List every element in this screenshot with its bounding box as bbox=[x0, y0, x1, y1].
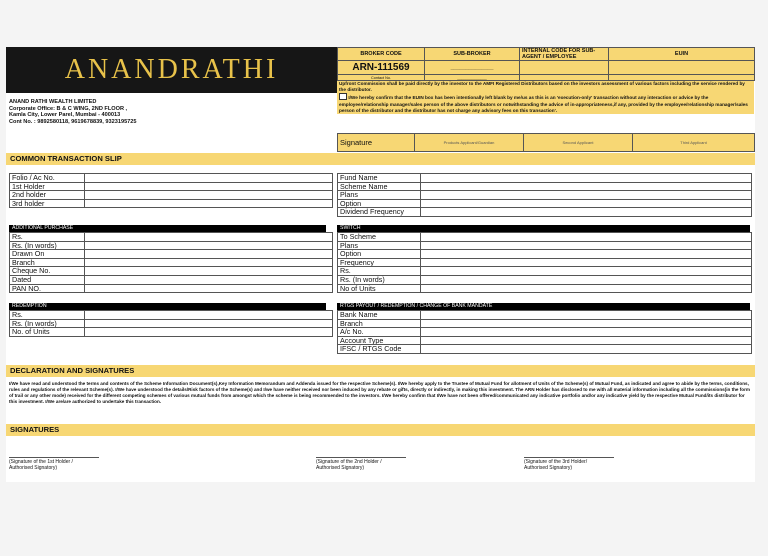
field-label: Dividend Frequency bbox=[338, 208, 421, 217]
cheque-no-input[interactable] bbox=[85, 267, 333, 276]
field-label: 2nd holder bbox=[10, 191, 85, 200]
third-holder-input[interactable] bbox=[85, 199, 333, 208]
field-label: Option bbox=[338, 250, 421, 259]
switch-option-input[interactable] bbox=[421, 250, 752, 259]
signature-caption: (Signature of the 1st Holder / bbox=[9, 459, 73, 465]
amount-words-input[interactable] bbox=[85, 241, 333, 250]
fund-name-input[interactable] bbox=[421, 174, 752, 183]
redemption-table bbox=[9, 310, 333, 337]
switch-table bbox=[337, 232, 752, 293]
internal-code-field[interactable] bbox=[520, 61, 609, 75]
branch-input[interactable] bbox=[85, 258, 333, 267]
signature-second-holder[interactable] bbox=[316, 457, 406, 471]
dividend-frequency-input[interactable] bbox=[421, 208, 752, 217]
signature-caption: Authorised Signatory) bbox=[9, 465, 58, 471]
switch-amount-words-input[interactable] bbox=[421, 275, 752, 284]
contact-field[interactable]: ______________ bbox=[425, 75, 520, 81]
scheme-name-input[interactable] bbox=[421, 182, 752, 191]
field-label: No. of Units bbox=[10, 328, 85, 337]
field-label: 1st Holder bbox=[10, 182, 85, 191]
dated-input[interactable] bbox=[85, 275, 333, 284]
pan-input[interactable] bbox=[85, 284, 333, 293]
euin-checkbox[interactable] bbox=[339, 93, 347, 100]
signature-caption: (Signature of the 2nd Holder / bbox=[316, 459, 382, 465]
field-label: Frequency bbox=[338, 258, 421, 267]
signature-third-applicant[interactable]: Third Applicant bbox=[633, 134, 755, 152]
section-switch: SWITCH bbox=[337, 225, 750, 232]
account-no-input[interactable] bbox=[421, 328, 752, 337]
signature-caption: Authorised Signatory) bbox=[316, 465, 365, 471]
field-label: Drawn On bbox=[10, 250, 85, 259]
bank-branch-input[interactable] bbox=[421, 319, 752, 328]
field-label: PAN NO. bbox=[10, 284, 85, 293]
header-broker-code: BROKER CODE bbox=[338, 48, 425, 61]
field-label: IFSC / RTGS Code bbox=[338, 345, 421, 354]
folio-input[interactable] bbox=[85, 174, 333, 183]
field-label: No of Units bbox=[338, 284, 421, 293]
option-input[interactable] bbox=[421, 199, 752, 208]
to-scheme-input[interactable] bbox=[421, 233, 752, 242]
field-label: To Scheme bbox=[338, 233, 421, 242]
header-internal-code: INTERNAL CODE FOR SUB-AGENT / EMPLOYEE bbox=[520, 48, 609, 61]
address-line: Kamla City, Lower Parel, Mumbai - 400013 bbox=[9, 112, 121, 119]
bank-name-input[interactable] bbox=[421, 311, 752, 320]
signature-label: Signature bbox=[338, 134, 415, 152]
field-label: Branch bbox=[338, 319, 421, 328]
first-holder-input[interactable] bbox=[85, 182, 333, 191]
switch-amount-input[interactable] bbox=[421, 267, 752, 276]
signature-caption: (Signature of the 3rd Holder/ bbox=[524, 459, 588, 465]
declaration-text: I/We have read and understood the terms and contents of the Scheme Information Document(s),Key Information Memorandum and Addenda issued for the respective Scheme(s). I/We hereby apply to the Trustee of Mutual Fund for allotment of Units of the Scheme(s) of Mutual Fund, as indicated and agree to abide by the terms, conditions, rules and regulations of the relevant Scheme(s). I/We have understood the details/Risk factors of the Scheme(s) and I/we have neither received nor been induced by any rebate or gifts, directly or indirectly, in making this investment. The ARN Holder has disclosed to me with all material information including all the commissions(in the form of trail or any other mode) received for the different competing schemes of various mutual funds from amongst which the scheme is being recommended to the investors. I/We hereby confirm that I/We have not been offered/communicated any indicative portfolio and/or any indicative yield by the respective Mutual Fund/its distributor for this investment. I/We are/are authorized to undertake this transaction. bbox=[9, 381, 750, 405]
signature-second-applicant[interactable]: Second Applicant bbox=[524, 134, 633, 152]
field-label: Option bbox=[338, 199, 421, 208]
commission-notice bbox=[337, 81, 754, 114]
account-type-input[interactable] bbox=[421, 336, 752, 345]
broker-signature-row bbox=[337, 133, 755, 152]
arn-code[interactable]: ARN-111569 bbox=[338, 61, 425, 75]
transaction-slip bbox=[6, 47, 755, 482]
redemption-words-input[interactable] bbox=[85, 319, 333, 328]
field-label: Bank Name bbox=[338, 311, 421, 320]
second-holder-input[interactable] bbox=[85, 191, 333, 200]
logo-text: ANANDRATHI bbox=[64, 54, 279, 85]
field-label: Dated bbox=[10, 275, 85, 284]
upfront-note: Upfront Commission shall be paid directly by the investor to the AMFI Registered Distributors based on the investors assessment of various factors including the service rendered by the distributor. bbox=[339, 81, 745, 93]
plans-input[interactable] bbox=[421, 191, 752, 200]
sub-broker-field[interactable]: ______________ bbox=[425, 61, 520, 75]
additional-purchase-table bbox=[9, 232, 333, 293]
field-label: Rs. (In words) bbox=[10, 241, 85, 250]
rtgs-table bbox=[337, 310, 752, 354]
address-line: Cont No. : 9892580118, 9619678839, 9323195725 bbox=[9, 118, 137, 125]
euin-declaration: I/We hereby confirm that the EUIN box has been intentionally left blank by me/us as this is an 'execution-only' transaction without any interaction or advice by the employee/relationship manager/sales person of the above distributors or notwithstanding the advice of in-appropriateness,if any, provided by the employee/relationship manager/sales person of the distributor and the distributor has not charge any advisory fees on this transaction'. bbox=[339, 95, 748, 113]
field-label: Rs. bbox=[10, 233, 85, 242]
frequency-input[interactable] bbox=[421, 258, 752, 267]
section-additional-purchase: ADDITIONAL PURCHASE bbox=[9, 225, 326, 232]
section-redemption: REDEMPTION bbox=[9, 303, 326, 310]
holders-table bbox=[9, 173, 333, 208]
redemption-units-input[interactable] bbox=[85, 328, 333, 337]
section-common-transaction: COMMON TRANSACTION SLIP bbox=[6, 153, 755, 165]
fund-table bbox=[337, 173, 752, 217]
field-label: Rs. bbox=[338, 267, 421, 276]
brand-logo bbox=[6, 47, 337, 93]
ifsc-input[interactable] bbox=[421, 345, 752, 354]
field-label: Fund Name bbox=[338, 174, 421, 183]
section-declaration: DECLARATION AND SIGNATURES bbox=[6, 365, 755, 377]
contact-label: Contact No. bbox=[338, 75, 425, 81]
signature-third-holder[interactable] bbox=[524, 457, 614, 471]
field-label: Branch bbox=[10, 258, 85, 267]
field-label: 3rd holder bbox=[10, 199, 85, 208]
signature-first-applicant[interactable]: Products Applicant/Guardian bbox=[415, 134, 524, 152]
switch-plans-input[interactable] bbox=[421, 241, 752, 250]
redemption-amount-input[interactable] bbox=[85, 311, 333, 320]
field-label: Rs. bbox=[10, 311, 85, 320]
header-euin: EUIN bbox=[609, 48, 755, 61]
signature-first-holder[interactable] bbox=[9, 457, 99, 471]
field-label: Scheme Name bbox=[338, 182, 421, 191]
euin-field[interactable] bbox=[609, 61, 755, 75]
field-label: Cheque No. bbox=[10, 267, 85, 276]
address-line: Corporate Office: B & C WING, 2ND FLOOR , bbox=[9, 105, 128, 112]
broker-code-table bbox=[337, 47, 755, 81]
field-label: Account Type bbox=[338, 336, 421, 345]
section-signatures: SIGNATURES bbox=[6, 424, 755, 436]
field-label: A/c No. bbox=[338, 328, 421, 337]
field-label: Plans bbox=[338, 241, 421, 250]
signature-caption: Authorised Signatory) bbox=[524, 465, 573, 471]
drawn-on-input[interactable] bbox=[85, 250, 333, 259]
address-line: ANAND RATHI WEALTH LIMITED bbox=[9, 99, 97, 105]
field-label: Rs. (In words) bbox=[338, 275, 421, 284]
field-label: Rs. (In words) bbox=[10, 319, 85, 328]
section-rtgs: RTGS PAYOUT / REDEMPTION / CHANGE OF BANK MANDATE bbox=[337, 303, 750, 310]
field-label: Plans bbox=[338, 191, 421, 200]
amount-input[interactable] bbox=[85, 233, 333, 242]
company-address bbox=[9, 99, 137, 125]
switch-units-input[interactable] bbox=[421, 284, 752, 293]
field-label: Folio / Ac No. bbox=[10, 174, 85, 183]
header-sub-broker: SUB-BROKER bbox=[425, 48, 520, 61]
